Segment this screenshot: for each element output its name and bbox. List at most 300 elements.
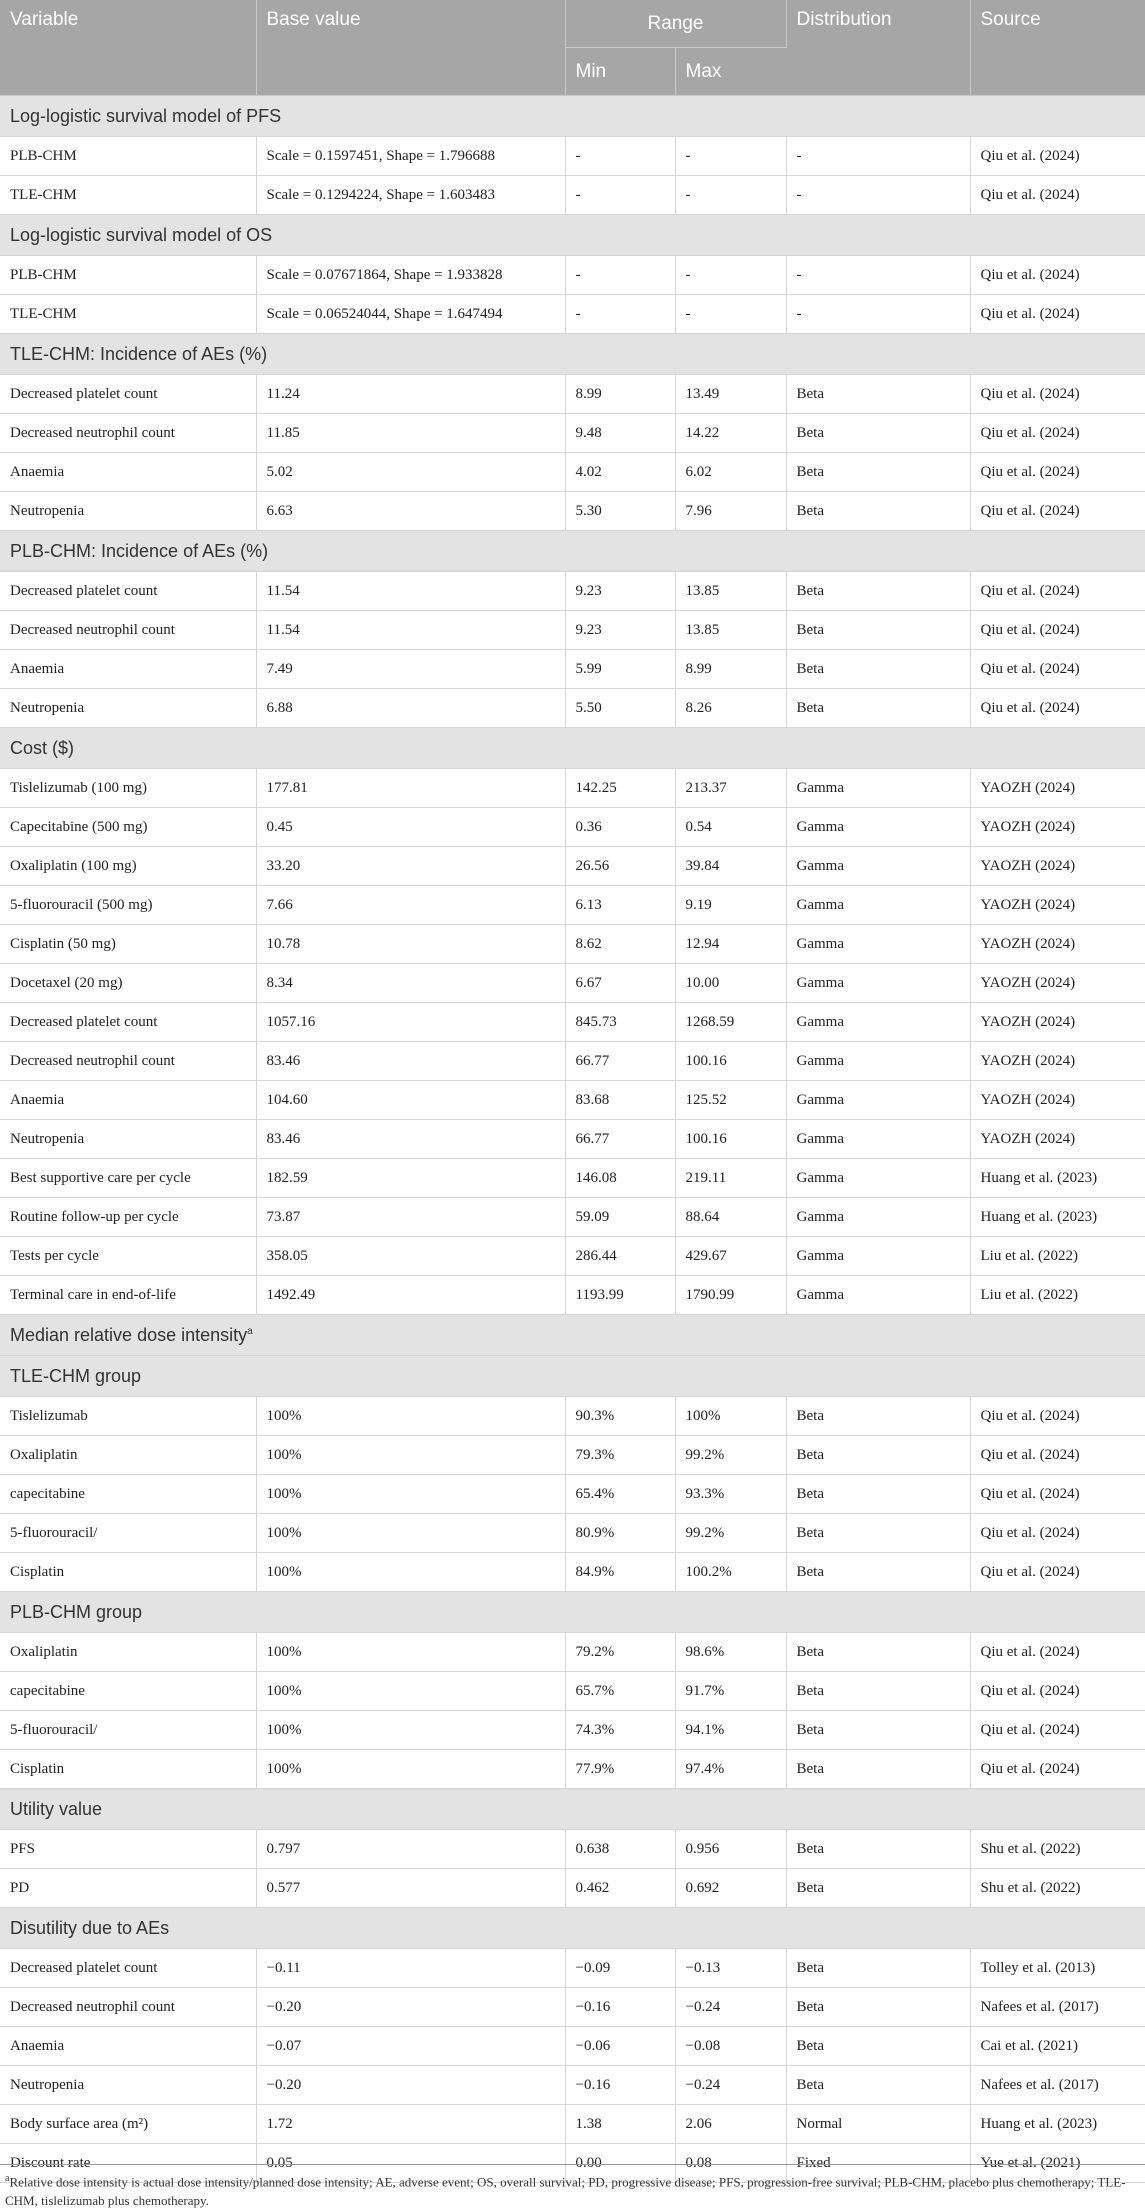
cell-source: Qiu et al. (2024): [970, 137, 1145, 176]
cell-min: 66.77: [565, 1120, 675, 1159]
table-row: [0, 453, 1145, 492]
cell-distribution: Beta: [786, 1672, 970, 1711]
cell-source: Qiu et al. (2024): [970, 414, 1145, 453]
cell-distribution: Beta: [786, 1988, 970, 2027]
cell-max: 0.08: [675, 2144, 786, 2183]
section-title-text: PLB-CHM group: [10, 1601, 143, 1622]
cell-min: 0.36: [565, 808, 675, 847]
cell-source: Qiu et al. (2024): [970, 1436, 1145, 1475]
cell-min: −0.16: [565, 2066, 675, 2105]
cell-min: −0.09: [565, 1949, 675, 1988]
cell-variable: Capecitabine (500 mg): [0, 808, 256, 847]
cell-base-value: 0.797: [256, 1830, 565, 1869]
cell-source: Tolley et al. (2013): [970, 1949, 1145, 1988]
section-title-text: Log-logistic survival model of PFS: [10, 105, 282, 126]
cell-source: Qiu et al. (2024): [970, 572, 1145, 611]
cell-variable: 5-fluorouracil/: [0, 1514, 256, 1553]
cell-variable: Anaemia: [0, 1081, 256, 1120]
table-row: [0, 1672, 1145, 1711]
section-header-row: [0, 96, 1145, 137]
cell-variable: PLB-CHM: [0, 137, 256, 176]
cell-distribution: Beta: [786, 1830, 970, 1869]
cell-variable: Neutropenia: [0, 1120, 256, 1159]
cell-distribution: Gamma: [786, 1198, 970, 1237]
cell-distribution: -: [786, 137, 970, 176]
cell-distribution: Beta: [786, 650, 970, 689]
cell-distribution: Normal: [786, 2105, 970, 2144]
cell-variable: Docetaxel (20 mg): [0, 964, 256, 1003]
cell-base-value: −0.20: [256, 1988, 565, 2027]
cell-variable: capecitabine: [0, 1672, 256, 1711]
cell-distribution: Gamma: [786, 1042, 970, 1081]
cell-source: Qiu et al. (2024): [970, 492, 1145, 531]
section-title: [0, 334, 1145, 375]
section-title: [0, 96, 1145, 137]
cell-distribution: Fixed: [786, 2144, 970, 2183]
cell-variable: TLE-CHM: [0, 295, 256, 334]
cell-base-value: 8.34: [256, 964, 565, 1003]
cell-base-value: −0.07: [256, 2027, 565, 2066]
table-body: [0, 96, 1145, 2183]
cell-distribution: Beta: [786, 375, 970, 414]
cell-max: 213.37: [675, 769, 786, 808]
table-row: [0, 1514, 1145, 1553]
section-header-row: [0, 1908, 1145, 1949]
section-header-row: [0, 1356, 1145, 1397]
cell-min: -: [565, 137, 675, 176]
cell-max: 88.64: [675, 1198, 786, 1237]
cell-variable: Cisplatin: [0, 1750, 256, 1789]
cell-variable: Decreased neutrophil count: [0, 1042, 256, 1081]
cell-max: −0.24: [675, 1988, 786, 2027]
cell-distribution: Beta: [786, 689, 970, 728]
cell-distribution: Beta: [786, 1949, 970, 1988]
cell-distribution: Gamma: [786, 964, 970, 1003]
cell-min: 8.99: [565, 375, 675, 414]
table-row: [0, 689, 1145, 728]
cell-base-value: 100%: [256, 1553, 565, 1592]
cell-variable: PLB-CHM: [0, 256, 256, 295]
cell-min: 79.3%: [565, 1436, 675, 1475]
section-title: [0, 1908, 1145, 1949]
cell-min: 9.23: [565, 611, 675, 650]
section-header-row: [0, 531, 1145, 572]
cell-base-value: 0.577: [256, 1869, 565, 1908]
cell-max: 8.99: [675, 650, 786, 689]
cell-min: 83.68: [565, 1081, 675, 1120]
cell-base-value: 358.05: [256, 1237, 565, 1276]
cell-variable: Cisplatin: [0, 1553, 256, 1592]
cell-variable: Neutropenia: [0, 2066, 256, 2105]
table-row: [0, 1159, 1145, 1198]
cell-base-value: Scale = 0.1294224, Shape = 1.603483: [256, 176, 565, 215]
footnote-marker: a: [247, 1325, 253, 1337]
cell-base-value: 0.05: [256, 2144, 565, 2183]
table-row: [0, 256, 1145, 295]
cell-variable: PD: [0, 1869, 256, 1908]
table-row: [0, 847, 1145, 886]
cell-base-value: 11.54: [256, 611, 565, 650]
table-row: [0, 1949, 1145, 1988]
section-title: [0, 531, 1145, 572]
table-row: [0, 964, 1145, 1003]
cell-max: 100.16: [675, 1042, 786, 1081]
cell-min: 146.08: [565, 1159, 675, 1198]
table-header: [0, 0, 1145, 96]
section-header-row: [0, 1315, 1145, 1356]
cell-min: -: [565, 176, 675, 215]
cell-min: 5.50: [565, 689, 675, 728]
cell-distribution: -: [786, 176, 970, 215]
cell-max: 0.692: [675, 1869, 786, 1908]
cell-distribution: Beta: [786, 1869, 970, 1908]
cell-base-value: 100%: [256, 1672, 565, 1711]
cell-distribution: Beta: [786, 492, 970, 531]
cell-source: Shu et al. (2022): [970, 1830, 1145, 1869]
table-footnote: [0, 2164, 1145, 2210]
cell-source: Qiu et al. (2024): [970, 689, 1145, 728]
cell-source: Liu et al. (2022): [970, 1276, 1145, 1315]
cell-base-value: 104.60: [256, 1081, 565, 1120]
cell-variable: Anaemia: [0, 2027, 256, 2066]
table-row: [0, 295, 1145, 334]
table-row: [0, 492, 1145, 531]
cell-variable: Anaemia: [0, 453, 256, 492]
cell-min: 9.48: [565, 414, 675, 453]
section-header-row: [0, 334, 1145, 375]
cell-min: 79.2%: [565, 1633, 675, 1672]
cell-variable: Decreased neutrophil count: [0, 1988, 256, 2027]
cell-max: 0.54: [675, 808, 786, 847]
cell-max: 219.11: [675, 1159, 786, 1198]
cell-min: 90.3%: [565, 1397, 675, 1436]
cell-base-value: 33.20: [256, 847, 565, 886]
header-variable: Variable: [0, 0, 256, 96]
cell-variable: Decreased platelet count: [0, 1949, 256, 1988]
cell-max: 13.85: [675, 572, 786, 611]
cell-distribution: Beta: [786, 1633, 970, 1672]
cell-min: 65.4%: [565, 1475, 675, 1514]
cell-variable: Terminal care in end-of-life: [0, 1276, 256, 1315]
cell-distribution: Gamma: [786, 769, 970, 808]
cell-variable: Routine follow-up per cycle: [0, 1198, 256, 1237]
cell-variable: Tislelizumab: [0, 1397, 256, 1436]
cell-min: -: [565, 295, 675, 334]
cell-base-value: 1.72: [256, 2105, 565, 2144]
cell-min: 6.13: [565, 886, 675, 925]
cell-base-value: 100%: [256, 1711, 565, 1750]
cell-source: Nafees et al. (2017): [970, 1988, 1145, 2027]
table-row: [0, 886, 1145, 925]
cell-variable: Neutropenia: [0, 689, 256, 728]
cell-max: 100%: [675, 1397, 786, 1436]
cell-min: 74.3%: [565, 1711, 675, 1750]
cell-max: 7.96: [675, 492, 786, 531]
cell-distribution: Beta: [786, 453, 970, 492]
cell-distribution: Gamma: [786, 808, 970, 847]
table-row: [0, 1711, 1145, 1750]
header-min: Min: [565, 48, 675, 96]
cell-source: YAOZH (2024): [970, 1081, 1145, 1120]
cell-distribution: Gamma: [786, 1237, 970, 1276]
cell-base-value: −0.11: [256, 1949, 565, 1988]
cell-base-value: Scale = 0.1597451, Shape = 1.796688: [256, 137, 565, 176]
cell-source: Qiu et al. (2024): [970, 256, 1145, 295]
cell-max: −0.24: [675, 2066, 786, 2105]
cell-max: −0.13: [675, 1949, 786, 1988]
cell-min: -: [565, 256, 675, 295]
cell-source: Qiu et al. (2024): [970, 453, 1145, 492]
header-distribution: Distribution: [786, 0, 970, 96]
cell-distribution: Gamma: [786, 1081, 970, 1120]
cell-max: -: [675, 176, 786, 215]
table-row: [0, 808, 1145, 847]
table-row: [0, 1436, 1145, 1475]
section-title: [0, 215, 1145, 256]
cell-base-value: 100%: [256, 1475, 565, 1514]
cell-min: 9.23: [565, 572, 675, 611]
cell-base-value: 83.46: [256, 1120, 565, 1159]
cell-variable: Best supportive care per cycle: [0, 1159, 256, 1198]
cell-base-value: 100%: [256, 1633, 565, 1672]
section-title: [0, 1315, 1145, 1356]
cell-base-value: 7.49: [256, 650, 565, 689]
cell-max: 13.85: [675, 611, 786, 650]
cell-distribution: Gamma: [786, 1276, 970, 1315]
cell-source: Nafees et al. (2017): [970, 2066, 1145, 2105]
cell-source: Qiu et al. (2024): [970, 375, 1145, 414]
cell-max: 9.19: [675, 886, 786, 925]
cell-base-value: 6.63: [256, 492, 565, 531]
cell-max: 13.49: [675, 375, 786, 414]
table-row: [0, 176, 1145, 215]
cell-base-value: 7.66: [256, 886, 565, 925]
cell-base-value: 0.45: [256, 808, 565, 847]
cell-min: 8.62: [565, 925, 675, 964]
footnote-marker: a: [5, 2173, 10, 2184]
header-max: Max: [675, 48, 786, 96]
table-row: [0, 1750, 1145, 1789]
cell-min: 77.9%: [565, 1750, 675, 1789]
cell-variable: Anaemia: [0, 650, 256, 689]
cell-max: 97.4%: [675, 1750, 786, 1789]
table-row: [0, 1830, 1145, 1869]
cell-source: Qiu et al. (2024): [970, 1672, 1145, 1711]
cell-max: 10.00: [675, 964, 786, 1003]
cell-source: Shu et al. (2022): [970, 1869, 1145, 1908]
table-row: [0, 1081, 1145, 1120]
cell-max: −0.08: [675, 2027, 786, 2066]
cell-max: -: [675, 295, 786, 334]
cell-min: 59.09: [565, 1198, 675, 1237]
table-row: [0, 375, 1145, 414]
table-row: [0, 1988, 1145, 2027]
cell-base-value: 1057.16: [256, 1003, 565, 1042]
cell-base-value: 83.46: [256, 1042, 565, 1081]
cell-max: 94.1%: [675, 1711, 786, 1750]
cell-max: -: [675, 137, 786, 176]
cell-variable: Tislelizumab (100 mg): [0, 769, 256, 808]
cell-variable: TLE-CHM: [0, 176, 256, 215]
cell-min: −0.06: [565, 2027, 675, 2066]
cell-max: 98.6%: [675, 1633, 786, 1672]
table-row: [0, 2105, 1145, 2144]
cell-distribution: Beta: [786, 2066, 970, 2105]
cell-max: 93.3%: [675, 1475, 786, 1514]
cell-source: Qiu et al. (2024): [970, 650, 1145, 689]
table-row: [0, 414, 1145, 453]
cell-source: Huang et al. (2023): [970, 2105, 1145, 2144]
section-title-text: Log-logistic survival model of OS: [10, 224, 273, 245]
cell-variable: Oxaliplatin (100 mg): [0, 847, 256, 886]
cell-distribution: Beta: [786, 572, 970, 611]
cell-min: 0.462: [565, 1869, 675, 1908]
cell-distribution: Gamma: [786, 847, 970, 886]
cell-source: Qiu et al. (2024): [970, 611, 1145, 650]
section-title: [0, 1789, 1145, 1830]
cell-min: 0.00: [565, 2144, 675, 2183]
cell-source: YAOZH (2024): [970, 1003, 1145, 1042]
cell-source: Qiu et al. (2024): [970, 1750, 1145, 1789]
cell-distribution: Beta: [786, 1750, 970, 1789]
cell-min: −0.16: [565, 1988, 675, 2027]
section-title: [0, 1356, 1145, 1397]
cell-base-value: 100%: [256, 1436, 565, 1475]
cell-base-value: 5.02: [256, 453, 565, 492]
cell-variable: Decreased neutrophil count: [0, 611, 256, 650]
cell-source: Qiu et al. (2024): [970, 1475, 1145, 1514]
cell-source: YAOZH (2024): [970, 1120, 1145, 1159]
cell-max: 0.956: [675, 1830, 786, 1869]
table-row: [0, 1237, 1145, 1276]
cell-distribution: Beta: [786, 611, 970, 650]
cell-variable: Neutropenia: [0, 492, 256, 531]
section-title: [0, 1592, 1145, 1633]
cell-variable: Oxaliplatin: [0, 1436, 256, 1475]
cell-distribution: Gamma: [786, 1159, 970, 1198]
table-row: [0, 137, 1145, 176]
table-row: [0, 1198, 1145, 1237]
cell-distribution: Gamma: [786, 1120, 970, 1159]
cell-max: -: [675, 256, 786, 295]
cell-min: 1193.99: [565, 1276, 675, 1315]
table-row: [0, 1869, 1145, 1908]
header-base-value: Base value: [256, 0, 565, 96]
cell-source: YAOZH (2024): [970, 964, 1145, 1003]
cell-base-value: Scale = 0.07671864, Shape = 1.933828: [256, 256, 565, 295]
table-row: [0, 1633, 1145, 1672]
table-row: [0, 2066, 1145, 2105]
cell-max: 8.26: [675, 689, 786, 728]
section-title-text: Median relative dose intensity: [10, 1324, 248, 1345]
cell-variable: Oxaliplatin: [0, 1633, 256, 1672]
cell-min: 66.77: [565, 1042, 675, 1081]
cell-source: Qiu et al. (2024): [970, 1711, 1145, 1750]
section-title-text: TLE-CHM: Incidence of AEs (%): [10, 343, 268, 364]
table-row: [0, 1042, 1145, 1081]
cell-variable: Cisplatin (50 mg): [0, 925, 256, 964]
cell-max: 91.7%: [675, 1672, 786, 1711]
cell-source: YAOZH (2024): [970, 925, 1145, 964]
table-row: [0, 1120, 1145, 1159]
cell-min: 4.02: [565, 453, 675, 492]
cell-base-value: 100%: [256, 1397, 565, 1436]
cell-max: 99.2%: [675, 1514, 786, 1553]
cell-base-value: 73.87: [256, 1198, 565, 1237]
cell-min: 84.9%: [565, 1553, 675, 1592]
cell-source: Qiu et al. (2024): [970, 1397, 1145, 1436]
cell-min: 142.25: [565, 769, 675, 808]
header-range: Range: [565, 0, 786, 48]
cell-min: 26.56: [565, 847, 675, 886]
table-row: [0, 572, 1145, 611]
cell-variable: PFS: [0, 1830, 256, 1869]
section-header-row: [0, 215, 1145, 256]
cell-variable: Discount rate: [0, 2144, 256, 2183]
cell-variable: Decreased platelet count: [0, 1003, 256, 1042]
cell-source: YAOZH (2024): [970, 886, 1145, 925]
cell-distribution: Gamma: [786, 925, 970, 964]
cell-source: YAOZH (2024): [970, 808, 1145, 847]
cell-min: 6.67: [565, 964, 675, 1003]
table-row: [0, 1397, 1145, 1436]
cell-source: Qiu et al. (2024): [970, 1633, 1145, 1672]
cell-variable: 5-fluorouracil (500 mg): [0, 886, 256, 925]
cell-min: 65.7%: [565, 1672, 675, 1711]
cell-variable: Tests per cycle: [0, 1237, 256, 1276]
cell-max: 12.94: [675, 925, 786, 964]
cell-distribution: -: [786, 256, 970, 295]
section-title-text: PLB-CHM: Incidence of AEs (%): [10, 540, 269, 561]
section-title-text: TLE-CHM group: [10, 1365, 142, 1386]
cell-base-value: 182.59: [256, 1159, 565, 1198]
section-header-row: [0, 1789, 1145, 1830]
cell-source: YAOZH (2024): [970, 1042, 1145, 1081]
table-row: [0, 769, 1145, 808]
cell-variable: Decreased neutrophil count: [0, 414, 256, 453]
cell-max: 1790.99: [675, 1276, 786, 1315]
cell-distribution: Gamma: [786, 1003, 970, 1042]
cell-source: Qiu et al. (2024): [970, 176, 1145, 215]
cell-base-value: −0.20: [256, 2066, 565, 2105]
cell-base-value: 6.88: [256, 689, 565, 728]
cell-min: 80.9%: [565, 1514, 675, 1553]
cell-distribution: Beta: [786, 1711, 970, 1750]
cell-max: 99.2%: [675, 1436, 786, 1475]
cell-max: 39.84: [675, 847, 786, 886]
table-row: [0, 1475, 1145, 1514]
cell-min: 5.30: [565, 492, 675, 531]
cell-variable: 5-fluorouracil/: [0, 1711, 256, 1750]
cell-base-value: 100%: [256, 1750, 565, 1789]
cell-source: Cai et al. (2021): [970, 2027, 1145, 2066]
section-title-text: Utility value: [10, 1798, 103, 1819]
cell-max: 100.16: [675, 1120, 786, 1159]
cell-max: 100.2%: [675, 1553, 786, 1592]
cell-variable: Decreased platelet count: [0, 572, 256, 611]
table-row: [0, 925, 1145, 964]
cell-base-value: 10.78: [256, 925, 565, 964]
table-row: [0, 1276, 1145, 1315]
cell-base-value: 11.54: [256, 572, 565, 611]
cell-min: 1.38: [565, 2105, 675, 2144]
cell-distribution: Gamma: [786, 886, 970, 925]
cell-variable: Body surface area (m²): [0, 2105, 256, 2144]
section-title: [0, 728, 1145, 769]
section-header-row: [0, 728, 1145, 769]
cell-source: Qiu et al. (2024): [970, 1553, 1145, 1592]
cell-source: Huang et al. (2023): [970, 1198, 1145, 1237]
